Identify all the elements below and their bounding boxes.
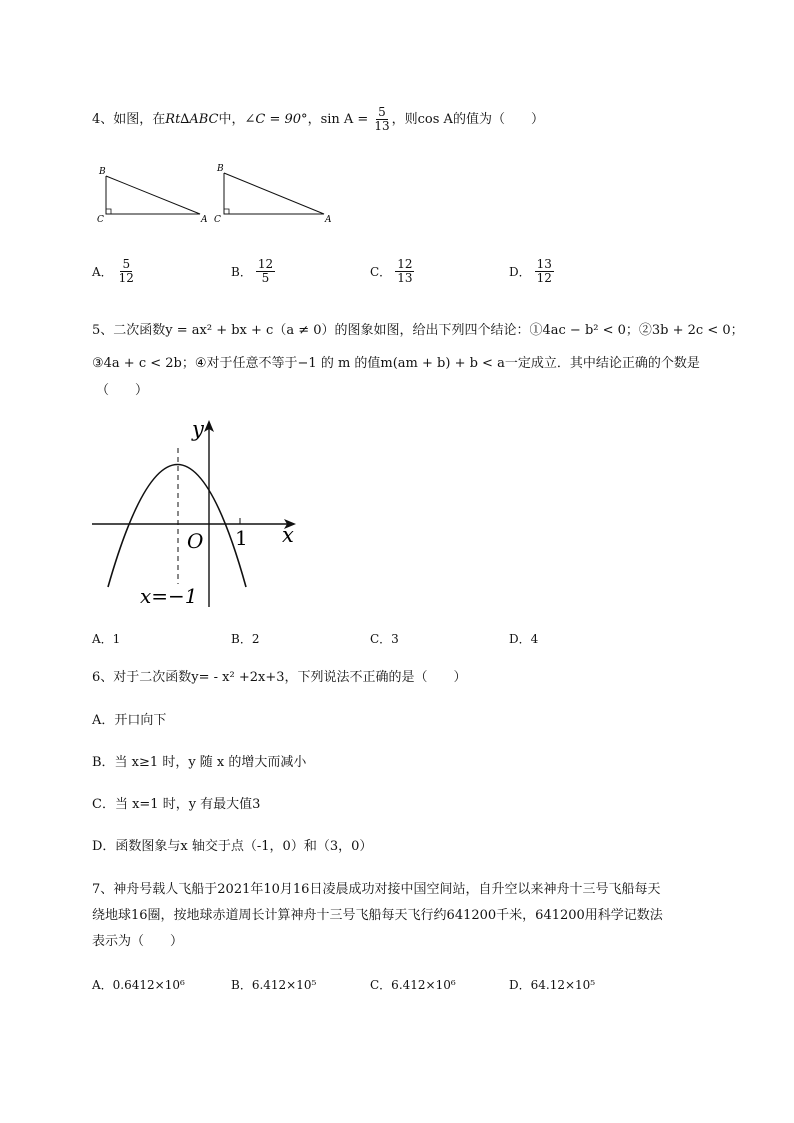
q4-option-d-letter: D． <box>509 265 531 279</box>
q4-option-c-den: 13 <box>397 271 413 285</box>
q4-stem-suffix: ，则 <box>391 111 418 127</box>
q4-stem-cos: cos A <box>417 111 453 127</box>
triangle2-label-a: A <box>325 215 332 225</box>
triangle-figure-2 <box>214 164 332 225</box>
q4-option-c-num: 12 <box>397 257 413 271</box>
q6-option-d[interactable]: D．函数图象与x 轴交于点（-1，0）和（3，0） <box>92 839 373 854</box>
origin-label: O <box>187 529 204 553</box>
triangle1-label-b: B <box>99 167 106 177</box>
q4-option-b-den: 5 <box>261 271 270 285</box>
q4-option-b[interactable] <box>231 258 275 285</box>
q5-option-d[interactable]: D．4 <box>509 632 539 646</box>
q4-sin-num: 5 <box>378 105 386 119</box>
q4-option-d[interactable] <box>509 258 554 285</box>
triangle2-label-b: B <box>217 164 224 174</box>
q4-option-a-num: 5 <box>122 257 131 271</box>
q6-option-b[interactable]: B．当 x≥1 时，y 随 x 的增大而减小 <box>92 755 307 770</box>
q4-option-c-letter: C． <box>370 265 392 279</box>
q5-stem-line3: （ ） <box>96 383 149 398</box>
q6-stem: 6、对于二次函数y= - x² +2x+3，下列说法不正确的是（ ） <box>92 670 467 685</box>
q6-option-a[interactable]: A．开口向下 <box>92 713 167 728</box>
q4-sin-den: 13 <box>374 119 390 133</box>
q5-parabola-graph <box>88 412 308 612</box>
q4-triangle-figures <box>90 160 350 230</box>
q4-sin-fraction <box>372 106 391 133</box>
x-axis-label: x <box>282 523 294 547</box>
q4-stem-rt: Rt∆ABC <box>165 111 219 127</box>
q4-option-c-fraction <box>395 258 414 285</box>
q4-stem-sep: ， <box>307 111 321 127</box>
q4-option-c[interactable] <box>370 258 414 285</box>
triangle-figure-1 <box>97 167 208 225</box>
q4-option-a-fraction <box>117 258 136 285</box>
q4-option-a-den: 12 <box>118 271 134 285</box>
q4-stem-angle: ∠C = 90° <box>244 111 308 127</box>
q4-option-a[interactable] <box>92 258 136 285</box>
q7-stem-line2: 绕地球16圈，按地球赤道周长计算神舟十三号飞船每天飞行约641200千米，641200用科学记数法 <box>92 908 663 923</box>
q7-option-a[interactable]: A．0.6412×10⁶ <box>92 978 185 992</box>
q5-stem-line1: 5、二次函数y = ax² + bx + c（a ≠ 0）的图象如图，给出下列四个结论：①4ac − b² < 0；②3b + 2c < 0； <box>92 323 744 338</box>
q4-stem <box>92 106 544 133</box>
q4-option-b-num: 12 <box>257 257 274 271</box>
symmetry-axis-label: x=−1 <box>140 584 198 608</box>
q5-option-a[interactable]: A．1 <box>92 632 121 646</box>
q6-option-c[interactable]: C．当 x=1 时，y 有最大值3 <box>92 797 261 812</box>
q4-stem-mid: 中， <box>218 111 245 127</box>
q7-option-c[interactable]: C．6.412×10⁶ <box>370 978 456 992</box>
q5-stem-line2: ③4a + c < 2b；④对于任意不等于−1 的 m 的值m(am + b) + b < a一定成立．其中结论正确的个数是 <box>92 356 700 371</box>
q4-option-d-fraction <box>535 258 554 285</box>
q4-stem-end: 的值为（ ） <box>452 111 544 127</box>
q4-stem-prefix: 4、如图，在 <box>92 111 166 127</box>
triangle1-label-a: A <box>201 215 208 225</box>
q7-option-d[interactable]: D．64.12×10⁵ <box>509 978 596 992</box>
triangle1-label-c: C <box>97 215 104 225</box>
y-axis-label: y <box>192 417 204 441</box>
q5-option-b[interactable]: B．2 <box>231 632 260 646</box>
q4-option-d-num: 13 <box>536 257 552 271</box>
q4-stem-sin: sin A = <box>320 111 369 127</box>
q4-option-d-den: 12 <box>536 271 552 285</box>
q7-option-b[interactable]: B．6.412×10⁵ <box>231 978 317 992</box>
q5-option-c[interactable]: C．3 <box>370 632 399 646</box>
tick-label-1: 1 <box>235 526 248 550</box>
q7-stem-line3: 表示为（ ） <box>92 934 184 949</box>
q7-stem-line1: 7、神舟号载人飞船于2021年10月16日凌晨成功对接中国空间站，自升空以来神舟十三号飞船每天 <box>92 882 661 897</box>
q4-option-a-letter: A． <box>92 265 113 279</box>
q4-option-b-letter: B． <box>231 265 252 279</box>
triangle2-label-c: C <box>214 215 221 225</box>
q4-option-b-fraction <box>256 258 275 285</box>
parabola-curve <box>108 465 246 588</box>
